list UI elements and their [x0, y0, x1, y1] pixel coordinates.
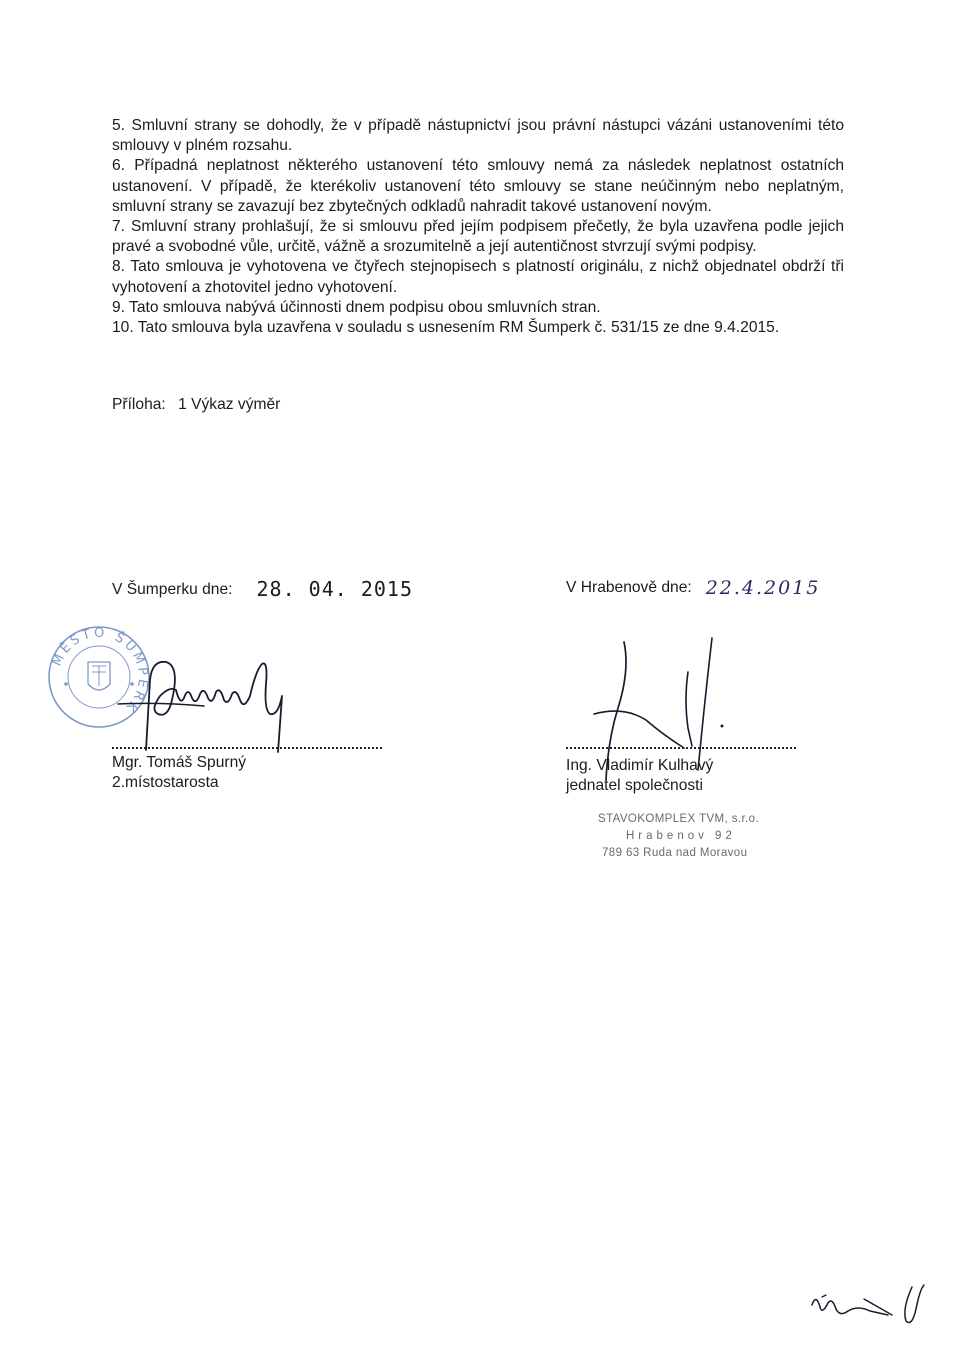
right-signer-role: jednatel společnosti: [566, 777, 703, 794]
left-signer-role: 2.místostarosta: [112, 774, 219, 791]
contract-clauses: [112, 116, 844, 338]
attachment-line: [112, 396, 280, 414]
left-place-label: V Šumperku dne:: [112, 581, 233, 598]
left-signature-line: [112, 747, 382, 749]
left-signer-name: Mgr. Tomáš Spurný: [112, 754, 247, 771]
clause-8: 8. Tato smlouva je vyhotovena ve čtyřech stejnopisech s platností originálu, z nichž objednatel obdrží tři vyhotovení a zhotovitel jedno vyhotovení.: [112, 258, 844, 296]
clause-6: 6. Případná neplatnost některého ustanovení této smlouvy nemá za následek neplatnost ostatních ustanovení. V případě, že kterékoliv ustanovení této smlouvy se stane neúčinným nebo neplatným, smluvní strany se zavazují bez zbytečných odkladů nahradit takové ustanovení novým.: [112, 157, 844, 215]
right-place-label: V Hrabenově dne:: [566, 579, 692, 596]
company-stamp: [598, 811, 759, 862]
left-signer: [112, 753, 246, 793]
left-signature: [110, 640, 300, 755]
right-signer: [566, 756, 713, 796]
right-signature-line: [566, 747, 796, 749]
left-place-date: [112, 575, 413, 599]
company-stamp-name: STAVOKOMPLEX TVM, s.r.o.: [598, 813, 760, 825]
clause-5: 5. Smluvní strany se dohodly, že v případě nástupnictví jsou právní nástupci vázáni ustanoveními této smlouvy v plném rozsahu.: [112, 117, 844, 155]
right-date-handwritten: 22.4.2015: [705, 577, 821, 599]
company-stamp-city: 789 63 Ruda nad Moravou: [602, 847, 748, 859]
page-initials: [808, 1275, 938, 1335]
clause-10: 10. Tato smlouva byla uzavřena v souladu s usnesením RM Šumperk č. 531/15 ze dne 9.4.2015.: [112, 319, 780, 337]
company-stamp-street: Hrabenov 92: [626, 830, 736, 842]
seal-text: MĚSTO ŠUMPERK: [49, 625, 151, 717]
clause-9: 9. Tato smlouva nabývá účinnosti dnem podpisu obou smluvních stran.: [112, 298, 601, 316]
right-signer-name: Ing. Vladimír Kulhavý: [566, 757, 714, 774]
right-place-date: [566, 575, 820, 597]
left-date-stamp: 28. 04. 2015: [256, 577, 413, 601]
attachment-label: Příloha:: [112, 396, 166, 413]
clause-7: 7. Smluvní strany prohlašují, že si smlouvu před jejím podpisem přečetly, že byla uzavřena podle jejich pravé a svobodné vůle, určitě, vážně a srozumitelně a její autentičnost stvrzují svými podpisy.: [112, 218, 844, 256]
attachment-value: 1 Výkaz výměr: [178, 396, 281, 413]
